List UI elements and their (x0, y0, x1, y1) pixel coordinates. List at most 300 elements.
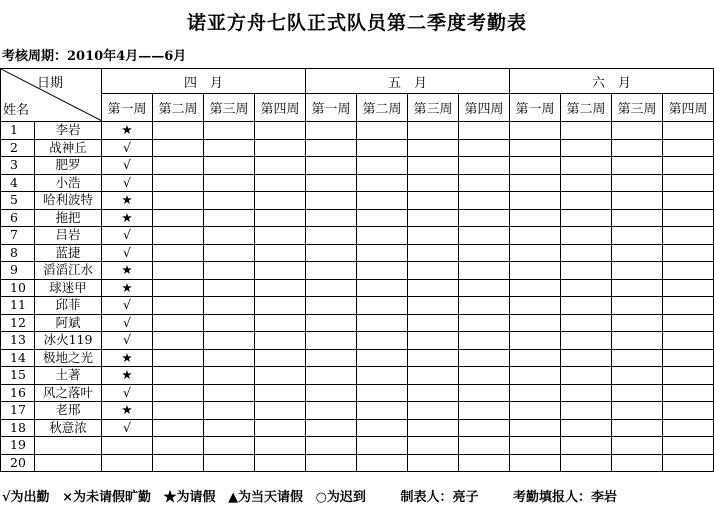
attendance-cell[interactable] (510, 262, 561, 280)
row-number: 18 (1, 419, 35, 437)
attendance-cell[interactable] (561, 174, 612, 192)
attendance-cell[interactable] (153, 367, 204, 385)
member-name[interactable]: 邱菲 (35, 297, 102, 315)
week-header: 第一周 (102, 94, 153, 122)
member-name[interactable]: 土著 (35, 367, 102, 385)
attendance-cell[interactable] (306, 209, 357, 227)
legend-leave: ★为请假 (163, 490, 216, 505)
attendance-cell[interactable] (357, 367, 408, 385)
attendance-cell[interactable] (204, 437, 255, 455)
attendance-cell[interactable] (153, 419, 204, 437)
attendance-cell[interactable] (510, 279, 561, 297)
row-number: 19 (1, 437, 35, 455)
attendance-cell[interactable] (561, 297, 612, 315)
attendance-cell[interactable] (153, 262, 204, 280)
table-row (1, 279, 714, 297)
attendance-cell[interactable] (612, 454, 663, 472)
attendance-cell[interactable] (255, 367, 306, 385)
attendance-cell[interactable] (255, 437, 306, 455)
member-name[interactable]: 冰火119 (35, 332, 102, 350)
table-row (1, 192, 714, 210)
table-row (1, 262, 714, 280)
attendance-cell[interactable] (255, 209, 306, 227)
attendance-cell[interactable] (459, 192, 510, 210)
attendance-cell[interactable] (510, 209, 561, 227)
attendance-cell[interactable] (306, 192, 357, 210)
attendance-cell[interactable] (510, 174, 561, 192)
table-row (1, 332, 714, 350)
attendance-cell[interactable] (561, 139, 612, 157)
row-number: 10 (1, 279, 35, 297)
attendance-cell[interactable] (306, 262, 357, 280)
attendance-cell[interactable] (459, 314, 510, 332)
member-name[interactable]: 阿斌 (35, 314, 102, 332)
attendance-cell[interactable] (204, 157, 255, 175)
table-row (1, 454, 714, 472)
attendance-cell[interactable] (612, 279, 663, 297)
attendance-cell[interactable] (408, 139, 459, 157)
attendance-cell[interactable] (357, 384, 408, 402)
attendance-cell[interactable] (255, 174, 306, 192)
attendance-cell[interactable] (510, 244, 561, 262)
attendance-cell[interactable] (663, 139, 714, 157)
attendance-mark[interactable]: √ (102, 332, 153, 350)
attendance-mark[interactable] (102, 437, 153, 455)
attendance-cell[interactable] (561, 367, 612, 385)
member-name[interactable]: 球迷甲 (35, 279, 102, 297)
attendance-cell[interactable] (561, 437, 612, 455)
attendance-cell[interactable] (306, 297, 357, 315)
attendance-cell[interactable] (663, 402, 714, 420)
attendance-cell[interactable] (357, 192, 408, 210)
attendance-cell[interactable] (204, 279, 255, 297)
attendance-cell[interactable] (663, 244, 714, 262)
attendance-cell[interactable] (306, 384, 357, 402)
attendance-cell[interactable] (459, 367, 510, 385)
attendance-cell[interactable] (255, 314, 306, 332)
attendance-mark[interactable]: √ (102, 314, 153, 332)
month-may: 五 月 (306, 69, 510, 94)
attendance-cell[interactable] (561, 419, 612, 437)
attendance-cell[interactable] (255, 279, 306, 297)
period-label: 考核周期： (2, 49, 68, 64)
attendance-cell[interactable] (408, 192, 459, 210)
attendance-cell[interactable] (663, 384, 714, 402)
row-number: 15 (1, 367, 35, 385)
attendance-cell[interactable] (663, 314, 714, 332)
attendance-table (0, 68, 714, 472)
attendance-cell[interactable] (612, 244, 663, 262)
attendance-cell[interactable] (204, 349, 255, 367)
attendance-cell[interactable] (408, 244, 459, 262)
attendance-cell[interactable] (459, 454, 510, 472)
attendance-cell[interactable] (561, 314, 612, 332)
attendance-cell[interactable] (510, 227, 561, 245)
attendance-cell[interactable] (204, 454, 255, 472)
attendance-cell[interactable] (153, 157, 204, 175)
attendance-cell[interactable] (357, 122, 408, 140)
attendance-cell[interactable] (357, 227, 408, 245)
attendance-cell[interactable] (153, 332, 204, 350)
attendance-cell[interactable] (510, 437, 561, 455)
attendance-cell[interactable] (561, 454, 612, 472)
attendance-cell[interactable] (459, 437, 510, 455)
attendance-cell[interactable] (408, 419, 459, 437)
table-row (1, 174, 714, 192)
attendance-cell[interactable] (408, 384, 459, 402)
attendance-cell[interactable] (561, 349, 612, 367)
attendance-cell[interactable] (510, 332, 561, 350)
attendance-cell[interactable] (204, 174, 255, 192)
table-row (1, 402, 714, 420)
attendance-mark[interactable]: √ (102, 139, 153, 157)
attendance-cell[interactable] (153, 174, 204, 192)
member-name[interactable]: 吕岩 (35, 227, 102, 245)
attendance-cell[interactable] (408, 122, 459, 140)
attendance-cell[interactable] (459, 122, 510, 140)
attendance-cell[interactable] (408, 454, 459, 472)
attendance-cell[interactable] (357, 139, 408, 157)
attendance-cell[interactable] (306, 314, 357, 332)
attendance-cell[interactable] (306, 332, 357, 350)
attendance-cell[interactable] (408, 209, 459, 227)
attendance-cell[interactable] (306, 349, 357, 367)
attendance-cell[interactable] (663, 454, 714, 472)
table-row (1, 157, 714, 175)
attendance-cell[interactable] (510, 192, 561, 210)
attendance-cell[interactable] (204, 209, 255, 227)
attendance-cell[interactable] (153, 227, 204, 245)
attendance-cell[interactable] (561, 402, 612, 420)
attendance-cell[interactable] (153, 349, 204, 367)
attendance-mark[interactable] (102, 454, 153, 472)
member-name[interactable]: 小浩 (35, 174, 102, 192)
attendance-cell[interactable] (255, 419, 306, 437)
attendance-cell[interactable] (663, 349, 714, 367)
period-line (2, 46, 186, 68)
attendance-cell[interactable] (663, 227, 714, 245)
attendance-cell[interactable] (561, 209, 612, 227)
attendance-cell[interactable] (357, 244, 408, 262)
row-number: 17 (1, 402, 35, 420)
attendance-cell[interactable] (204, 367, 255, 385)
row-number: 5 (1, 192, 35, 210)
date-header-label: 日期 (37, 76, 64, 91)
attendance-cell[interactable] (612, 139, 663, 157)
attendance-cell[interactable] (612, 314, 663, 332)
attendance-cell[interactable] (306, 122, 357, 140)
attendance-cell[interactable] (459, 419, 510, 437)
attendance-cell[interactable] (204, 297, 255, 315)
attendance-cell[interactable] (612, 332, 663, 350)
attendance-cell[interactable] (612, 227, 663, 245)
attendance-cell[interactable] (255, 157, 306, 175)
attendance-cell[interactable] (306, 437, 357, 455)
attendance-cell[interactable] (408, 314, 459, 332)
attendance-cell[interactable] (459, 262, 510, 280)
member-name[interactable]: 李岩 (35, 122, 102, 140)
attendance-cell[interactable] (408, 279, 459, 297)
attendance-cell[interactable] (153, 139, 204, 157)
attendance-mark[interactable]: ★ (102, 209, 153, 227)
attendance-cell[interactable] (306, 402, 357, 420)
attendance-cell[interactable] (459, 349, 510, 367)
attendance-cell[interactable] (408, 174, 459, 192)
attendance-mark[interactable]: ★ (102, 262, 153, 280)
member-name[interactable] (35, 437, 102, 455)
attendance-cell[interactable] (204, 139, 255, 157)
attendance-cell[interactable] (408, 227, 459, 245)
attendance-cell[interactable] (663, 279, 714, 297)
table-row (1, 367, 714, 385)
attendance-mark[interactable]: ★ (102, 367, 153, 385)
attendance-cell[interactable] (255, 262, 306, 280)
attendance-cell[interactable] (255, 454, 306, 472)
attendance-mark[interactable]: ★ (102, 349, 153, 367)
attendance-cell[interactable] (204, 122, 255, 140)
attendance-mark[interactable]: ★ (102, 279, 153, 297)
attendance-mark[interactable]: √ (102, 244, 153, 262)
attendance-cell[interactable] (255, 332, 306, 350)
attendance-cell[interactable] (408, 437, 459, 455)
attendance-cell[interactable] (255, 297, 306, 315)
attendance-cell[interactable] (255, 227, 306, 245)
member-name[interactable]: 老邢 (35, 402, 102, 420)
attendance-mark[interactable]: ★ (102, 122, 153, 140)
attendance-mark[interactable]: √ (102, 419, 153, 437)
legend-late: ○为迟到 (315, 490, 366, 505)
row-number: 4 (1, 174, 35, 192)
attendance-cell[interactable] (510, 297, 561, 315)
attendance-cell[interactable] (663, 297, 714, 315)
attendance-cell[interactable] (663, 262, 714, 280)
attendance-cell[interactable] (612, 384, 663, 402)
attendance-cell[interactable] (510, 122, 561, 140)
attendance-cell[interactable] (561, 192, 612, 210)
member-name[interactable]: 滔滔江水 (35, 262, 102, 280)
table-row (1, 227, 714, 245)
attendance-cell[interactable] (510, 419, 561, 437)
attendance-cell[interactable] (255, 384, 306, 402)
attendance-cell[interactable] (663, 122, 714, 140)
attendance-cell[interactable] (255, 139, 306, 157)
attendance-cell[interactable] (255, 349, 306, 367)
attendance-cell[interactable] (459, 279, 510, 297)
attendance-cell[interactable] (204, 227, 255, 245)
attendance-cell[interactable] (612, 419, 663, 437)
attendance-cell[interactable] (510, 454, 561, 472)
attendance-cell[interactable] (561, 262, 612, 280)
attendance-cell[interactable] (561, 384, 612, 402)
member-name[interactable]: 风之落叶 (35, 384, 102, 402)
attendance-cell[interactable] (612, 297, 663, 315)
attendance-cell[interactable] (153, 209, 204, 227)
attendance-cell[interactable] (357, 402, 408, 420)
attendance-cell[interactable] (153, 402, 204, 420)
attendance-cell[interactable] (612, 402, 663, 420)
attendance-mark[interactable]: √ (102, 227, 153, 245)
row-number: 2 (1, 139, 35, 157)
attendance-cell[interactable] (306, 174, 357, 192)
attendance-cell[interactable] (306, 139, 357, 157)
attendance-cell[interactable] (255, 402, 306, 420)
attendance-cell[interactable] (357, 157, 408, 175)
attendance-cell[interactable] (306, 454, 357, 472)
attendance-cell[interactable] (153, 192, 204, 210)
attendance-cell[interactable] (459, 332, 510, 350)
week-header: 第二周 (561, 94, 612, 122)
week-header: 第三周 (408, 94, 459, 122)
attendance-cell[interactable] (153, 279, 204, 297)
attendance-mark[interactable]: √ (102, 297, 153, 315)
attendance-cell[interactable] (561, 279, 612, 297)
attendance-cell[interactable] (204, 192, 255, 210)
attendance-cell[interactable] (153, 314, 204, 332)
attendance-cell[interactable] (204, 419, 255, 437)
attendance-cell[interactable] (663, 209, 714, 227)
attendance-cell[interactable] (459, 402, 510, 420)
attendance-cell[interactable] (306, 419, 357, 437)
week-header: 第四周 (255, 94, 306, 122)
attendance-cell[interactable] (510, 384, 561, 402)
member-name[interactable]: 哈利波特 (35, 192, 102, 210)
attendance-cell[interactable] (408, 297, 459, 315)
attendance-cell[interactable] (612, 122, 663, 140)
attendance-cell[interactable] (306, 244, 357, 262)
attendance-cell[interactable] (612, 262, 663, 280)
attendance-cell[interactable] (663, 157, 714, 175)
attendance-mark[interactable]: √ (102, 174, 153, 192)
attendance-cell[interactable] (255, 122, 306, 140)
attendance-cell[interactable] (153, 384, 204, 402)
attendance-cell[interactable] (153, 244, 204, 262)
attendance-cell[interactable] (408, 332, 459, 350)
week-header: 第四周 (459, 94, 510, 122)
attendance-cell[interactable] (306, 279, 357, 297)
attendance-cell[interactable] (408, 262, 459, 280)
attendance-cell[interactable] (153, 297, 204, 315)
attendance-cell[interactable] (663, 419, 714, 437)
attendance-cell[interactable] (204, 332, 255, 350)
row-number: 13 (1, 332, 35, 350)
row-number: 14 (1, 349, 35, 367)
attendance-recorder: 考勤填报人：李岩 (513, 490, 618, 505)
member-name[interactable]: 拖把 (35, 209, 102, 227)
attendance-cell[interactable] (204, 244, 255, 262)
attendance-cell[interactable] (204, 402, 255, 420)
attendance-cell[interactable] (357, 297, 408, 315)
attendance-cell[interactable] (561, 332, 612, 350)
attendance-mark[interactable]: ★ (102, 402, 153, 420)
attendance-cell[interactable] (204, 262, 255, 280)
header-corner (1, 69, 102, 122)
member-name[interactable] (35, 454, 102, 472)
week-header: 第一周 (306, 94, 357, 122)
member-name[interactable]: 秋意浓 (35, 419, 102, 437)
table-row (1, 314, 714, 332)
attendance-cell[interactable] (510, 139, 561, 157)
attendance-cell[interactable] (255, 244, 306, 262)
legend-present: √为出勤 (2, 490, 50, 505)
attendance-mark[interactable]: √ (102, 157, 153, 175)
attendance-cell[interactable] (561, 244, 612, 262)
attendance-cell[interactable] (357, 349, 408, 367)
attendance-cell[interactable] (357, 332, 408, 350)
attendance-cell[interactable] (561, 157, 612, 175)
attendance-cell[interactable] (561, 227, 612, 245)
attendance-cell[interactable] (510, 402, 561, 420)
attendance-cell[interactable] (459, 384, 510, 402)
attendance-cell[interactable] (459, 297, 510, 315)
attendance-cell[interactable] (306, 367, 357, 385)
attendance-cell[interactable] (612, 349, 663, 367)
attendance-cell[interactable] (663, 437, 714, 455)
attendance-cell[interactable] (153, 122, 204, 140)
attendance-cell[interactable] (408, 402, 459, 420)
attendance-cell[interactable] (306, 157, 357, 175)
attendance-cell[interactable] (612, 437, 663, 455)
attendance-cell[interactable] (357, 279, 408, 297)
member-name[interactable]: 战神丘 (35, 139, 102, 157)
table-row (1, 384, 714, 402)
member-name[interactable]: 极地之光 (35, 349, 102, 367)
attendance-cell[interactable] (408, 349, 459, 367)
attendance-cell[interactable] (663, 174, 714, 192)
attendance-cell[interactable] (357, 314, 408, 332)
attendance-mark[interactable]: ★ (102, 192, 153, 210)
attendance-cell[interactable] (204, 384, 255, 402)
attendance-cell[interactable] (459, 244, 510, 262)
member-name[interactable]: 蓝捷 (35, 244, 102, 262)
attendance-cell[interactable] (612, 209, 663, 227)
attendance-cell[interactable] (612, 174, 663, 192)
attendance-cell[interactable] (663, 192, 714, 210)
member-name[interactable]: 肥罗 (35, 157, 102, 175)
attendance-cell[interactable] (357, 174, 408, 192)
attendance-cell[interactable] (459, 139, 510, 157)
attendance-cell[interactable] (204, 314, 255, 332)
attendance-cell[interactable] (408, 157, 459, 175)
attendance-cell[interactable] (510, 314, 561, 332)
attendance-mark[interactable]: √ (102, 384, 153, 402)
week-header: 第四周 (663, 94, 714, 122)
attendance-cell[interactable] (663, 367, 714, 385)
attendance-cell[interactable] (612, 192, 663, 210)
attendance-cell[interactable] (255, 192, 306, 210)
attendance-cell[interactable] (510, 157, 561, 175)
attendance-cell[interactable] (510, 367, 561, 385)
attendance-cell[interactable] (510, 349, 561, 367)
attendance-cell[interactable] (612, 157, 663, 175)
attendance-cell[interactable] (459, 227, 510, 245)
attendance-cell[interactable] (357, 454, 408, 472)
attendance-cell[interactable] (357, 419, 408, 437)
attendance-cell[interactable] (306, 227, 357, 245)
attendance-cell[interactable] (357, 262, 408, 280)
attendance-cell[interactable] (663, 332, 714, 350)
attendance-cell[interactable] (561, 122, 612, 140)
attendance-cell[interactable] (612, 367, 663, 385)
attendance-cell[interactable] (357, 209, 408, 227)
attendance-cell[interactable] (459, 174, 510, 192)
attendance-cell[interactable] (357, 437, 408, 455)
attendance-cell[interactable] (153, 454, 204, 472)
row-number: 8 (1, 244, 35, 262)
attendance-cell[interactable] (459, 209, 510, 227)
attendance-cell[interactable] (153, 437, 204, 455)
attendance-cell[interactable] (459, 157, 510, 175)
attendance-cell[interactable] (408, 367, 459, 385)
